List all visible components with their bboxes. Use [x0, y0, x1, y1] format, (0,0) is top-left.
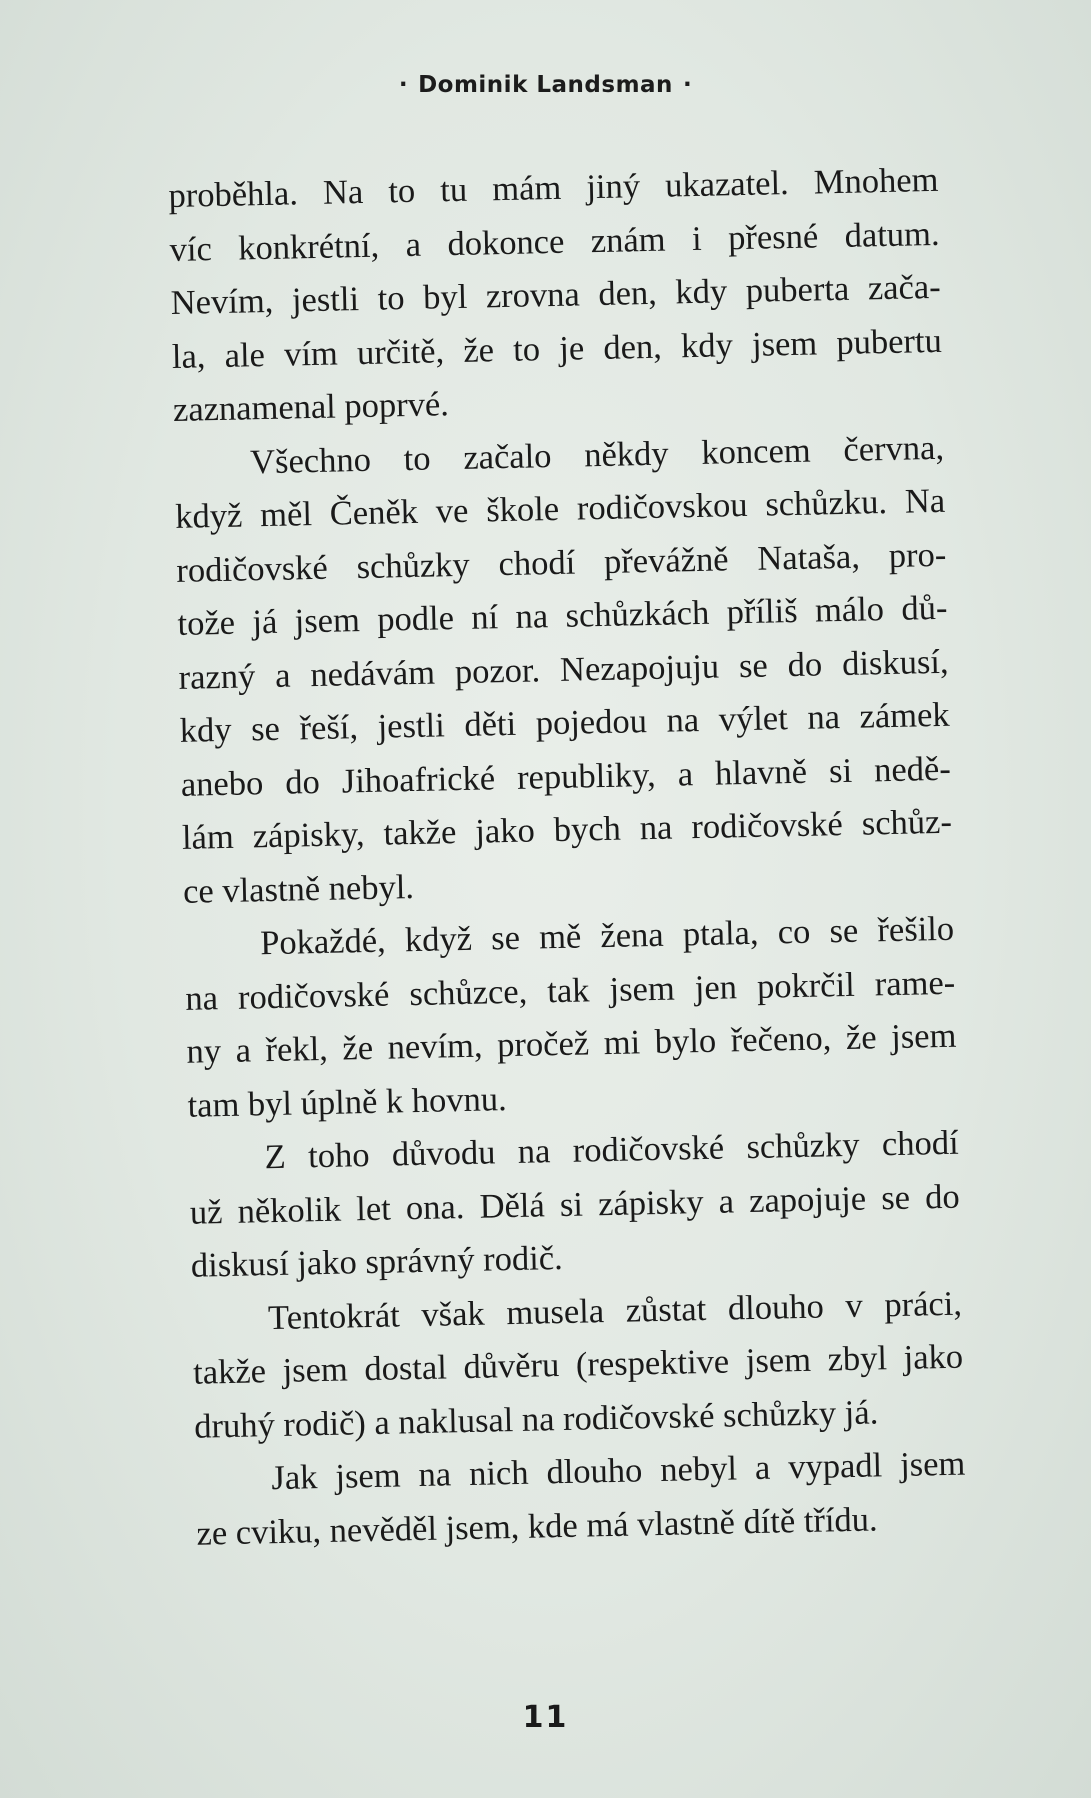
body-text — [168, 154, 967, 1561]
text-line: lám zápisky, takže jako bych na rodičovské schůz- — [181, 802, 953, 857]
text-line: druhý rodič) a naklusal na rodičovské schůzky já. — [193, 1392, 879, 1446]
text-line: Tentokrát však musela zůstat dlouho v práci, — [267, 1284, 963, 1337]
text-line: diskusí jako správný rodič. — [190, 1238, 564, 1285]
text-line: na rodičovské schůzce, tak jsem jen pokrčil rame- — [184, 963, 956, 1018]
text-line: Všechno to začalo někdy koncem června, — [249, 428, 945, 481]
text-line: Nevím, jestli to byl zrovna den, kdy puberta zača- — [170, 267, 942, 322]
running-header — [0, 72, 1091, 98]
text-line: Z toho důvodu na rodičovské schůzky chodí — [264, 1123, 959, 1177]
text-line: ny a řekl, že nevím, pročež mi bylo řečeno, že jsem — [186, 1016, 957, 1071]
text-line: tam byl úplně k hovnu. — [187, 1079, 508, 1125]
text-line: když měl Čeněk ve škole rodičovskou schůzku. Na — [174, 481, 946, 536]
text-line: kdy se řeší, jestli děti pojedou na výlet na zámek — [179, 695, 950, 750]
page-number: 11 — [522, 1700, 569, 1735]
text-line: rodičovské schůzky chodí převážně Nataša, pro- — [175, 535, 947, 590]
text-line: la, ale vím určitě, že to je den, kdy jsem pubertu — [171, 321, 943, 376]
header-dot-right: · — [682, 72, 693, 98]
text-line: tože já jsem podle ní na schůzkách příliš málo dů- — [177, 588, 948, 643]
text-line: Jak jsem na nich dlouho nebyl a vypadl jsem — [271, 1444, 966, 1498]
text-line: víc konkrétní, a dokonce znám i přesné datum. — [169, 214, 940, 269]
text-line: takže jsem dostal důvěru (respektive jsem zbyl jako — [192, 1337, 964, 1392]
text-line: proběhla. Na to tu mám jiný ukazatel. Mnohem — [168, 160, 939, 215]
text-line: ze cviku, nevěděl jsem, kde má vlastně dítě třídu. — [196, 1499, 878, 1553]
text-line: Pokaždé, když se mě žena ptala, co se řešilo — [259, 909, 955, 963]
author-name: Dominik Landsman — [418, 72, 673, 98]
text-line: razný a nedávám pozor. Nezapojuju se do diskusí, — [178, 642, 949, 697]
text-line: ce vlastně nebyl. — [182, 867, 415, 911]
text-line: zaznamenal poprvé. — [172, 385, 450, 429]
text-line: anebo do Jihoafrické republiky, a hlavně si nedě- — [180, 749, 952, 804]
header-dot-left: · — [398, 72, 409, 98]
text-line: už několik let ona. Dělá si zápisky a zapojuje se do — [189, 1177, 961, 1232]
